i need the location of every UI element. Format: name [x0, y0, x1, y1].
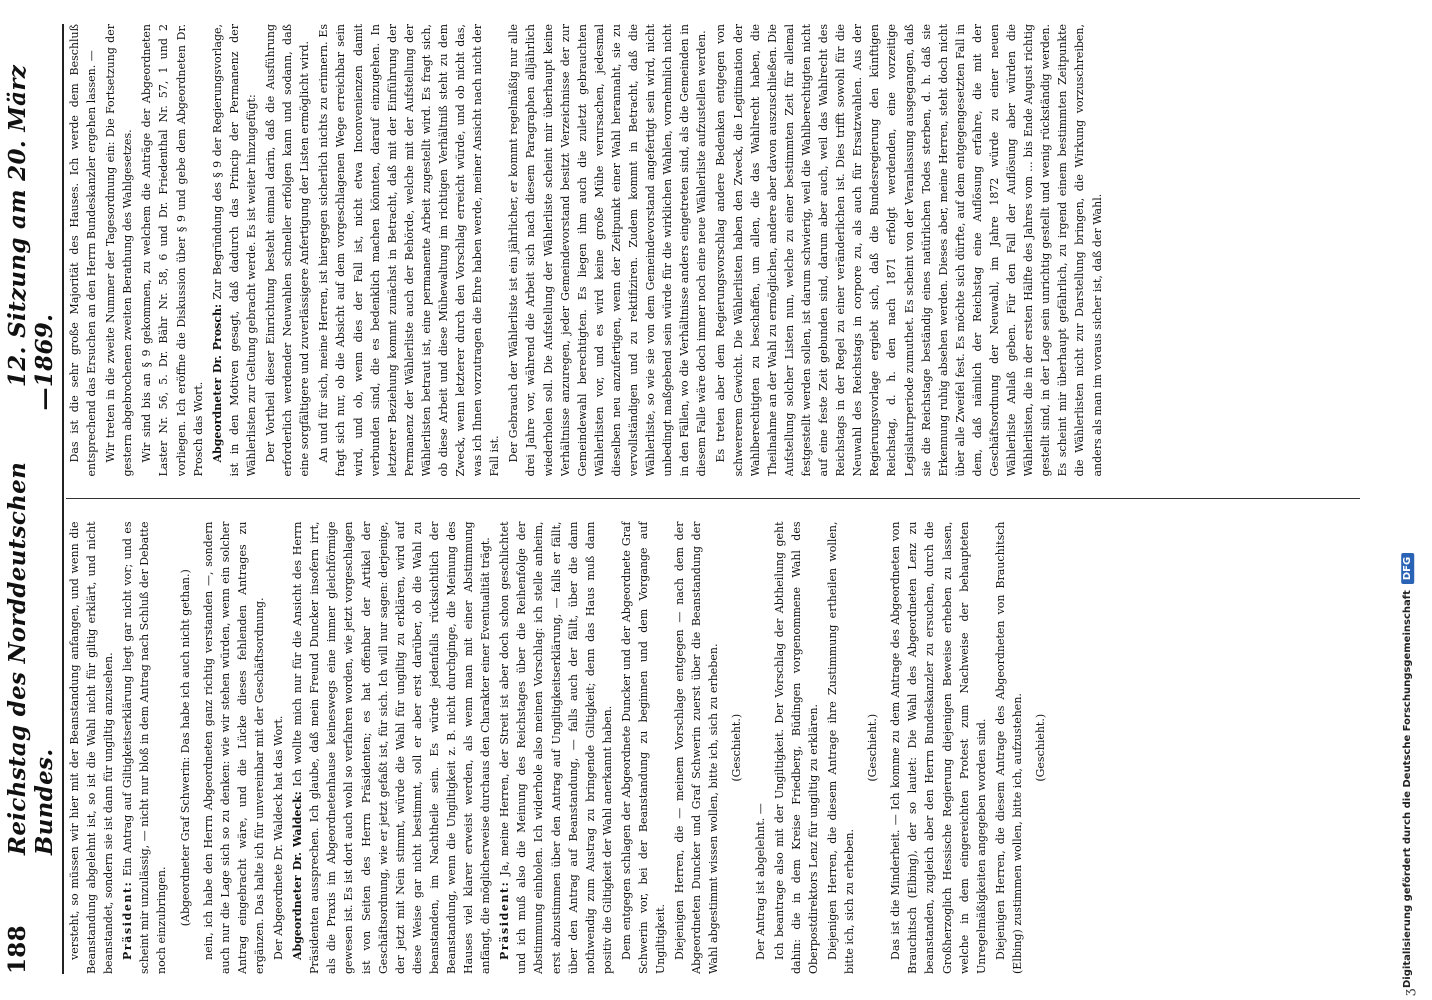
- paragraph: Der Abgeordnete Dr. Waldeck hat das Wort.: [272, 715, 286, 960]
- paragraph: Der Antrag ist abgelehnt. —: [753, 803, 767, 960]
- text-columns: [66, 24, 1360, 974]
- paragraph: Diejenigen Herren, die — meinem Vorschlage entgegen — nach dem der Abgeordneten Duncker und Graf Schwerin zuerst über die Beanstandung der Wahl abgestimmt wissen wollen, bitte ich, sich zu erheben.: [673, 521, 721, 974]
- header-separator: —: [31, 387, 58, 411]
- interjection: (Geschieht.): [1033, 713, 1047, 782]
- paragraph: Ich beantrage also mit der Ungiltigkeit. Der Vorschlag der Abtheilung geht dahin: die in dem Kreise Friedberg, Büdingen vorgenommene Wahl des Oberpostdirektors Lenz für ungiltig zu erklären.: [772, 521, 820, 974]
- header-left-title: Reichstag des Norddeutschen Bundes.: [4, 461, 58, 856]
- header-right-title: 12. Sitzung am 20. März 1869.: [4, 64, 58, 388]
- interjection: (Geschieht.): [730, 713, 744, 782]
- digitization-note: Digitalisierung gefördert durch die Deutsche Forschungsgemeinschaft: [1402, 590, 1413, 988]
- dfg-logo: DFG: [1401, 553, 1414, 584]
- paragraph: [209, 24, 260, 477]
- interjection: (Geschieht.): [866, 713, 880, 782]
- paragraph: Diejenigen Herren, die diesem Antrage ihre Zustimmung ertheilen wollen, bitte ich, sich zu erheben.: [825, 521, 857, 974]
- speaker-name: Abgeordneter Dr. Waldeck:: [291, 791, 305, 960]
- paragraph: An und für sich, meine Herren, ist hiergegen sicherlich nichts zu erinnern. Es fragt sich nur, ob die Absicht auf dem vorgeschlagenen Wege erreichbar sein wird, und ob, wenn dies der Fall ist, nicht etwa Inconvenienzen damit verbunden sind, die es bedenklich machen könnten, darauf einzugehen. In letzterer Beziehung kommt zunächst in Betracht, daß mit der Einführung der Permanenz der Wählerliste auch der Behörde, welche mit der Aufstellung der Wählerlisten betraut ist, eine permanente Arbeit zugestellt wird. Es fragt sich, ob diese Arbeit und diese Mühewaltung im richtigen Verhältniß steht zu dem Zweck, wenn letzterer durch den Vorschlag erreicht würde, und ob nicht das, was ich Ihnen vorzutragen die Ehre haben werde, meiner Ansicht nach nicht der Fall ist.: [317, 24, 502, 477]
- speech-text: Ein Antrag auf Giltigkeitserklärung liegt gar nicht vor; und es scheint mir unzulässig, — nicht nur bloß in dem Antrag nach Schluß der Debatte noch einzubringen.: [121, 521, 169, 974]
- paragraph: Das ist die Minderheit. — Ich komme zu dem Antrage des Abgeordneten von Brauchitsch (Elbing), der so lautet: Die Wahl des Abgeordneten Lenz zu beanstanden, zugleich aber den Herrn Bundeskanzler zu ersuchen, durch die Großherzoglich Hessische Regierung diejenigen Beweise erheben zu lassen, welche in dem eingereichten Protest zum Nachweise der behaupteten Unregelmäßigkeiten angegeben worden sind.: [889, 521, 988, 974]
- digitization-credit: [1401, 553, 1414, 988]
- paragraph: Diejenigen Herren, die diesem Antrage des Abgeordneten von Brauchitsch (Elbing) zustimmen wollen, bitte ich, aufzustehen.: [993, 521, 1024, 974]
- speech-text: Ja, meine Herren, der Streit ist aber doch schon geschlichtet und ich muß also die Meinung des Reichstages über die Reihenfolge der Abstimmung einholen. Ich widerhole also meinen Vorschlag: ich stelle anheim, erst abzustimmen über den Antrag auf Ungiltigkeitserklärung, — falls er fällt, über den Antrag auf Beanstandung, — falls auch der fällt, über die dann nothwendig zum Austrag zu bringende Giltigkeit; denn das Haus muß dann positiv die Giltigkeit der Wahl anerkannt haben.: [498, 521, 614, 974]
- speaker-name: Präsident:: [498, 880, 512, 960]
- column-divider: [66, 499, 1360, 500]
- scan-artifact: ʒ: [1402, 988, 1417, 996]
- paragraph: Das ist die sehr große Majorität des Hauses. Ich werde dem Beschluß entsprechend das Ersuchen an den Herrn Bundeskanzler ergehen lassen. —: [68, 24, 99, 477]
- speaker-name: Präsident:: [121, 880, 135, 960]
- speech-text: Ich wollte mich nur für die Ansicht des Herrn Präsidenten aussprechen. Ich glaube, daß mein Freund Duncker insofern irrt, als die Praxis im Abgeordnetenhause keineswegs eine immer gleichförmige gewesen ist. Es ist dort auch wohl so verfahren worden, wie jetzt vorgeschlagen ist von Seiten des Herrn Präsidenten; es hat offenbar der Artikel der Geschäftsordnung, wie er jetzt gefaßt ist, für sich. Ich will nur sagen: derjenige, der jetzt mit Nein stimmt, würde die Wahl für ungiltig zu erklären, wird auf diese Weise gar nicht bestimmt, soll er aber erst darüber, ob die Wahl zu beanstanden, im Nachtheile sein. Es würde jedenfalls rücksichtlich der Beanstandung, wenn die Ungiltigkeit z. B. nicht durchginge, die Meinung des Hauses viel klarer erweist werden, als wenn man mit einer Abstimmung anfängt, die möglicherweise durchaus den Charakter einer Eventualität trägt.: [291, 521, 493, 974]
- paragraph: Der Gebrauch der Wählerliste ist ein jährlicher, er kommt regelmäßig nur alle drei Jahre vor, während die Arbeit sich nach diesem Paragraphen alljährlich wiederholen soll. Die Aufstellung der Wählerliste scheint mir überhaupt keine Verhältnisse anzuregen, jeder Gemeindevorstand besitzt Verzeichnisse der zur Gemeindewahl berechtigten. Es liegen ihm auch die zuletzt gebrauchten Wählerlisten vor, und es wird keine große Mühe verursachen, jedesmal dieselben neu anzufertigen, wenn der Zeitpunkt einer Wahl herannaht, sie zu vervollständigen und zu rektifiziren. Zudem kommt in Betracht, daß die Wählerliste, so wie sie von dem Gemeindevorstand angefertigt sein wird, nicht unbedingt maßgebend sein würde für die wirklichen Wahlen, vornehmlich nicht in den Fällen, wo die Verhältnisse anders eingetreten sind, als die Gemeinden in diesem Falle wäre doch immer noch eine neue Wählerliste aufzustellen werden.: [507, 24, 709, 477]
- right-column: [66, 24, 1360, 477]
- paragraph: Dem entgegen schlagen der Abgeordnete Duncker und der Abgeordnete Graf Schwerin vor, bei der Beanstandung zu beginnen und dem Vorgange auf Ungiltigkeit.: [619, 521, 668, 974]
- paragraph: [119, 522, 170, 975]
- interjection: (Abgeordneter Graf Schwerin: Das habe ich auch nicht gethan.): [178, 569, 192, 927]
- page-header: [4, 24, 64, 974]
- left-column: [66, 522, 1360, 975]
- speaker-name: Abgeordneter Dr. Prosch:: [210, 303, 224, 463]
- paragraph: Wir sind bis an § 9 gekommen, zu welchem die Anträge der Abgeordneten Laster Nr. 56, 5. Dr. Bähr Nr. 58, 6 und Dr. Friedenthal Nr. 57, 1 und 2 vorliegen. Ich eröffne die Diskussion über § 9 und gebe dem Abgeordneten Dr. Prosch das Wort.: [140, 24, 205, 477]
- paragraph: Wir treten in die zweite Nummer der Tagesordnung ein: Die Fortsetzung der gestern abgebrochenen zweiten Berathung des Wahlgesetzes.: [104, 24, 135, 477]
- page-number: 188: [4, 925, 31, 974]
- paragraph: nein, ich habe den Herrn Abgeordneten ganz richtig verstanden —, sondern auch nur die Lage sich so zu denken: wie wir stehen würden, wenn ein solcher Antrag eingebracht wäre, und die Lücke dieses fehlenden Antrages zu ergänzen. Das halte ich für unvereinbar mit der Geschäftsordnung.: [201, 521, 266, 974]
- speech-text: Zur Begründung des § 9 der Regierungsvorlage, ist in den Motiven gesagt, daß dadurch das Princip der Permanenz der Wählerlisten zur Geltung gebracht werde. Es ist weiter hinzugefügt:: [210, 24, 258, 477]
- quotation: Der Vortheil dieser Einrichtung besteht einmal darin, daß die Ausführung erforderlich werdender Neuwahlen schneller erfolgen kann und sodann, daß eine sorgfältigere und zuverlässigere Anfertigung der Listen ermöglicht wird.: [264, 24, 312, 477]
- paragraph: [289, 522, 494, 975]
- paragraph: versteht, so müssen wir hier mit der Beanstandung anfangen, und wenn die Beanstandung abgelehnt ist, so ist die Wahl nicht für giltig erklärt, und nicht beanstandet, sondern sie ist dann für ungiltig anzusehen.: [68, 521, 116, 974]
- paragraph: Es treten aber dem Regierungsvorschlag andere Bedenken entgegen von schwererem Gewicht. Die Wählerlisten haben den Zweck, die Legitimation der Wahlberechtigten zu beschaffen, um allen, die das Wahlrecht haben, die Theilnahme an der Wahl zu ermöglichen, andere aber davon auszuschließen. Die Aufstellung solcher Listen nun, welche zu einer bestimmten Zeit für allemal festgestellt werden sollen, ist darum schwierig, weil die Wahlberechtigten nicht auf eine feste Zeit gebunden sind, darum aber auch, weil das Wahlrecht des Reichstags in der Regel zu einer veränderlichen ist. Dies trifft sowohl für die Neuwahl des Reichstags in corpore zu, als auch für Ersatzwahlen. Aus der Regierungsvorlage ergiebt sich, daß die Bundesregierung den künftigen Reichstag, d. h. den nach 1871 erfolgt werdenden, eine vorzeitige Legislaturperiode zumuthet. Es scheint von der Veranlassung ausgegangen, daß sie die Reichstage beständig eines natürlichen Todes sterben, d. h. daß sie Erkennung ruhig absehen werden. Dieses aber, meine Herren, steht doch nicht über alle Zweifel fest. Es möchte sich dürfte, auf dem entgegengesetzten Fall in dem, daß nämlich der Reichstag eine Auflösung erfahre, die mit der Geschäftsordnung der Neuwahl, im Jahre 1872 würde zu einer neuen Wählerliste Anlaß geben. Für den Fall der Auflösung aber würden die Wählerlisten, die in der ersten Hälfte des Jahres vom ... bis Ende August richtig gestellt sind, in der Lage sein unrichtig gestellt und wenig rückständig werden. Es scheint mir überhaupt gefährlich, zu irgend einem bestimmten Zeitpunkte die Wählerlisten nicht zur Darstellung bringen, die Wirkung vorzuschreiben, anders als man im voraus sicher ist, daß der Wahl.: [714, 24, 1104, 477]
- paragraph: [496, 522, 616, 975]
